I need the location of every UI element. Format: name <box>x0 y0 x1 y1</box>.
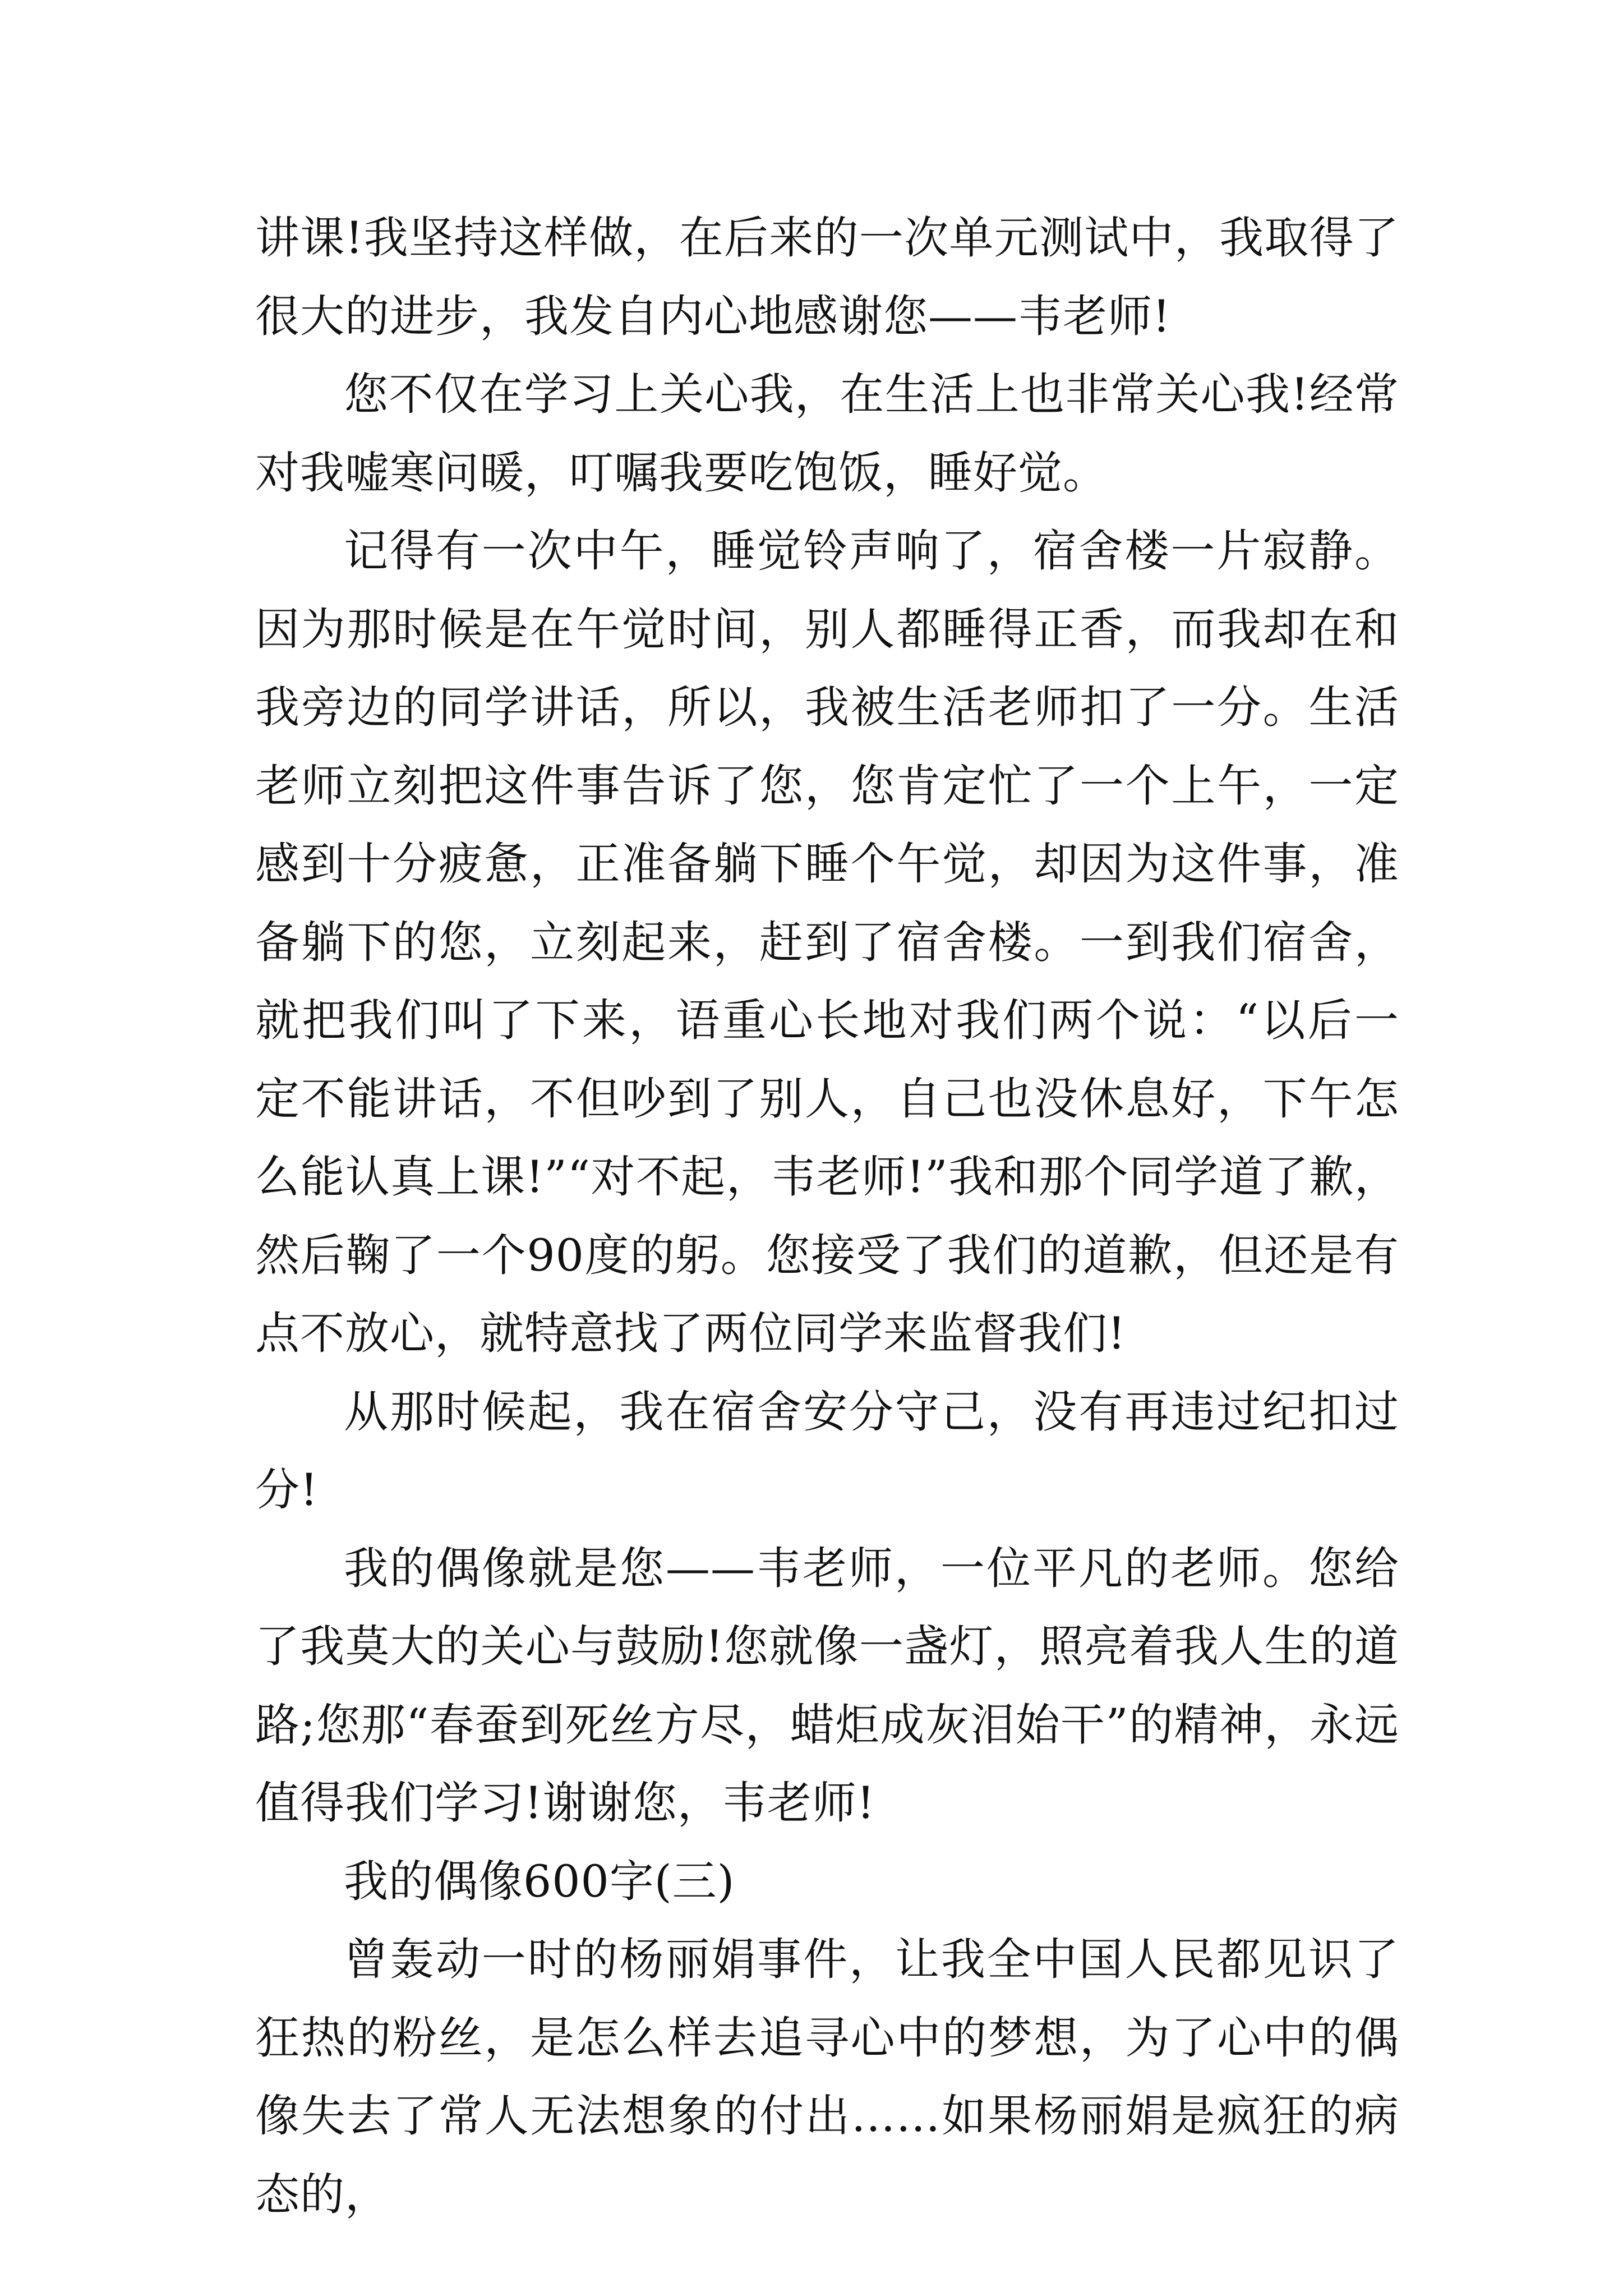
paragraph: 我的偶像就是您——韦老师，一位平凡的老师。您给了我莫大的关心与鼓励!您就像一盏灯，照亮着我人生的道路;您那“春蚕到死丝方尽，蜡炬成灰泪始干”的精神，永远值得我们学习!谢谢您，韦老师! <box>255 1542 1399 1829</box>
paragraph: 曾轰动一时的杨丽娟事件，让我全中国人民都见识了狂热的粉丝，是怎么样去追寻心中的梦想，为了心中的偶像失去了常人无法想象的付出……如果杨丽娟是疯狂的病态的， <box>255 1934 1399 2220</box>
paragraph: 您不仅在学习上关心我，在生活上也非常关心我!经常对我嘘寒问暖，叮嘱我要吃饱饭，睡好觉。 <box>255 369 1399 499</box>
paragraph: 记得有一次中午，睡觉铃声响了，宿舍楼一片寂静。因为那时候是在午觉时间，别人都睡得正香，而我却在和我旁边的同学讲话，所以，我被生活老师扣了一分。生活老师立刻把这件事告诉了您，您肯定忙了一个上午，一定感到十分疲惫，正准备躺下睡个午觉，却因为这件事，准备躺下的您，立刻起来，赶到了宿舍楼。一到我们宿舍，就把我们叫了下来，语重心长地对我们两个说：“以后一定不能讲话，不但吵到了别人，自己也没休息好，下午怎么能认真上课!”“对不起，韦老师!”我和那个同学道了歉，然后鞠了一个90度的躬。您接受了我们的道歉，但还是有点不放心，就特意找了两位同学来监督我们! <box>255 525 1399 1359</box>
paragraph: 从那时候起，我在宿舍安分守己，没有再违过纪扣过分! <box>255 1386 1399 1516</box>
section-heading: 我的偶像600字(三) <box>344 1855 735 1907</box>
paragraph-continued: 讲课!我坚持这样做，在后来的一次单元测试中，我取得了很大的进步，我发自内心地感谢您——韦老师! <box>255 212 1399 342</box>
document-body <box>255 199 1399 2234</box>
